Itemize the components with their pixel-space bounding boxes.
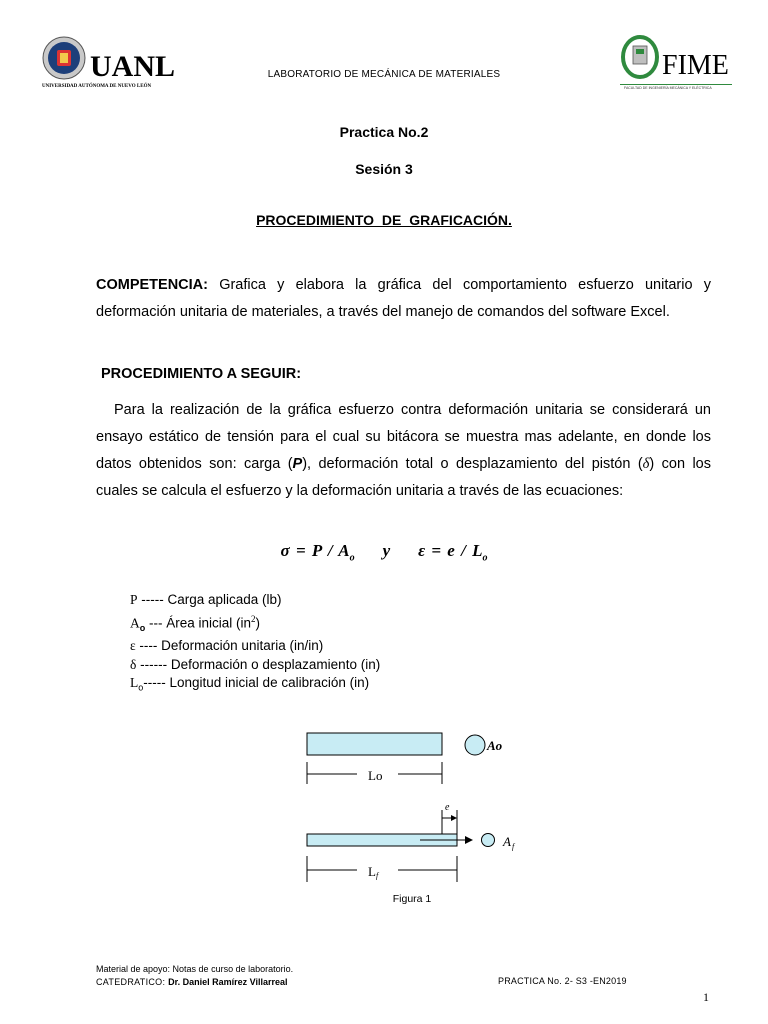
label-e: e: [445, 802, 450, 813]
specimen-figure: [290, 722, 550, 888]
label-lo: Lo: [368, 768, 383, 783]
fime-wordmark: FIME: [662, 50, 729, 81]
legend-item: [130, 610, 380, 638]
equation-stress: σ = P / A: [280, 541, 350, 560]
uanl-subtitle: UNIVERSIDAD AUTÓNOMA DE NUEVO LEÓN: [42, 84, 152, 89]
competencia-text: Grafica y elabora la gráfica del comportamiento esfuerzo unitario y deformación unitaria de materiales, a través del manejo de comandos del software Excel.: [96, 277, 711, 320]
procedimiento-seguir-heading: PROCEDIMIENTO A SEGUIR:: [101, 366, 302, 382]
legend-symbol: A: [130, 615, 140, 630]
legend-symbol: L: [130, 675, 139, 691]
label-lf-sub: f: [376, 871, 379, 880]
symbol-delta: δ: [642, 456, 650, 472]
equation-connector: y: [382, 541, 391, 560]
legend-text-end: ): [255, 615, 261, 630]
elongation-arrow-head: [465, 836, 473, 844]
symbol-p: P: [292, 456, 303, 472]
seguir-text-1: Para la realización de la gráfica esfuerzo contra deformación unitaria se considerará un ensayo estático de tensión para el cual su bitácora se muestra mas adelante, en donde los datos obtenidos son: carga (: [96, 402, 711, 472]
label-af-sub: f: [512, 842, 515, 851]
legend-symbol: ε: [130, 638, 136, 654]
legend-text: ----- Longitud inicial de calibración (in): [143, 675, 370, 691]
legend-item: [130, 674, 380, 697]
competencia-paragraph: [96, 272, 711, 326]
procedimiento-title: PROCEDIMIENTO DE GRAFICACIÓN.: [256, 212, 512, 228]
footer-left: [96, 963, 293, 989]
uanl-wordmark: UANL: [90, 50, 176, 83]
legend-text: ---- Deformación unitaria (in/in): [135, 638, 324, 654]
equation-strain-sub: o: [482, 552, 488, 564]
legend-text: --- Área inicial (in: [145, 615, 252, 630]
practica-title: Practica No.2: [339, 124, 429, 140]
label-af: A: [503, 834, 511, 849]
catedratico-label: CATEDRATICO:: [96, 977, 169, 987]
catedratico-name: Dr. Daniel Ramírez Villarreal: [168, 977, 288, 987]
legend-symbol: P: [130, 592, 138, 607]
competencia-label: COMPETENCIA:: [96, 277, 208, 293]
legend-item: [130, 656, 380, 675]
legend-sup: 2: [251, 613, 256, 624]
procedimiento-seguir-paragraph: [96, 397, 711, 505]
label-lf: L: [368, 864, 376, 879]
lab-title: LABORATORIO DE MECÁNICA DE MATERIALES: [267, 69, 501, 80]
page-number: 1: [703, 990, 709, 1004]
equation-strain: ε = e / L: [418, 541, 483, 560]
fime-subtitle: FACULTAD DE INGENIERÍA MECÁNICA Y ELÉCTRICA: [624, 86, 712, 90]
initial-area-circle: [465, 735, 485, 755]
legend-text: ------ Deformación o desplazamiento (in): [136, 656, 381, 672]
legend-symbol: δ: [130, 656, 137, 672]
footer-catedratico: [96, 976, 293, 989]
fime-logo: [620, 34, 732, 94]
fime-emblem-icon: [620, 34, 660, 80]
initial-specimen-bar: [307, 733, 442, 755]
legend-text: ----- Carga aplicada (lb): [137, 592, 282, 607]
legend-sub: o: [138, 682, 144, 693]
fime-divider: [620, 84, 732, 85]
sesion-title: Sesión 3: [355, 161, 413, 177]
label-ao: Ao: [487, 738, 503, 753]
legend-item: [130, 591, 380, 610]
seguir-text-2: ), deformación total o desplazamiento del pistón (: [302, 456, 643, 472]
legend-sub: o: [139, 622, 146, 633]
equation-stress-sub: o: [349, 552, 355, 564]
variable-legend: [130, 591, 380, 697]
footer-material: Material de apoyo: Notas de curso de laboratorio.: [96, 964, 294, 974]
footer-practica: PRACTICA No. 2- S3 -EN2019: [498, 976, 627, 986]
stress-strain-equation: [0, 541, 768, 563]
legend-item: [130, 637, 380, 656]
figure-caption: Figura 1: [392, 893, 432, 905]
e-dim-arrow-head: [451, 815, 457, 821]
seguir-text-3: ) con los cuales se calcula el esfuerzo y la deformación unitaria a través de las ecuaciones:: [96, 456, 711, 499]
uanl-logo: [40, 34, 176, 94]
final-area-circle: [482, 834, 495, 847]
